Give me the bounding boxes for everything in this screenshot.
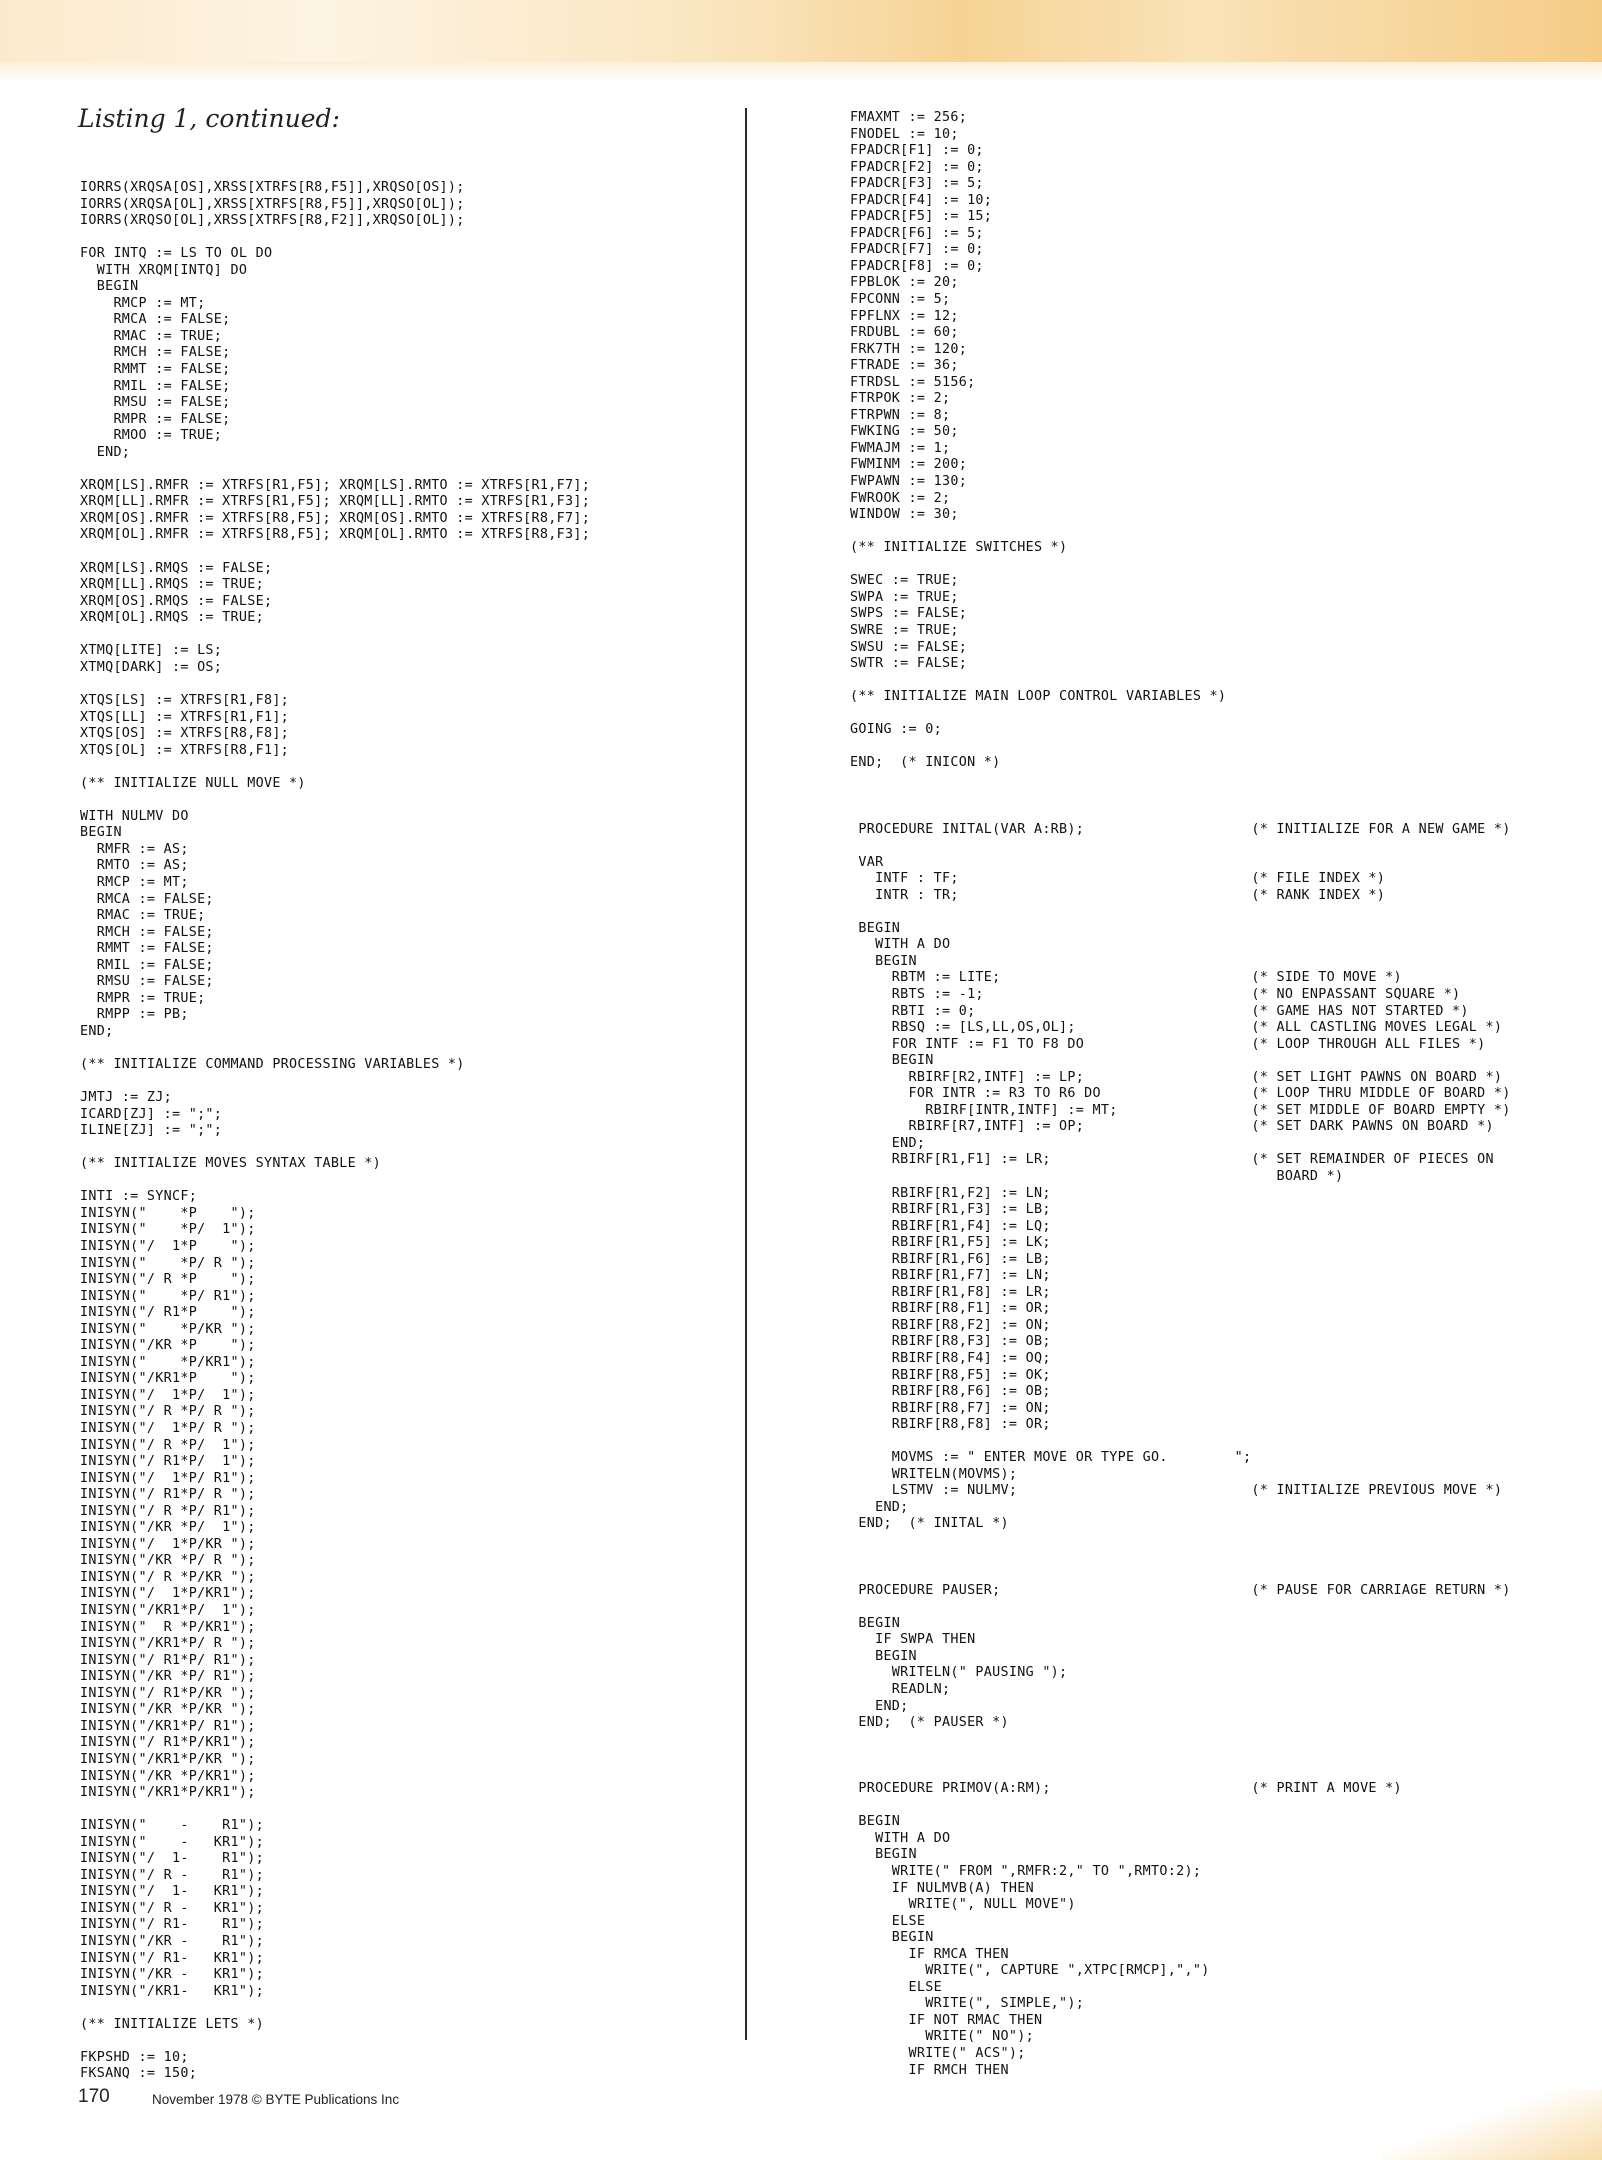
page-top-tint — [0, 0, 1602, 62]
page-number: 170 — [78, 2086, 110, 2107]
page-corner-tint — [1382, 2090, 1602, 2160]
listing-heading: Listing 1, continued: — [78, 104, 340, 133]
code-column-right: FMAXMT := 256; FNODEL := 10; FPADCR[F1] := 0; FPADCR[F2] := 0; FPADCR[F3] := 5; FPADCR[F4] := 10; FPADCR[F5] := 15; FPADCR[F6] := 5; FPADCR[F7] := 0; FPADCR[F8] := 0; FPBLOK := 20; FPCONN := 5; FPFLNX := 12; FRDUBL := 60; FRK7TH := 120; FTRADE := 36; FTRDSL := 5156; FTRPOK := 2; FTRPWN := 8; FWKING := 50; FWMAJM := 1; FWMINM := 200; FWPAWN := 130; FWROOK := 2; WINDOW := 30; (** INITIALIZE SWITCHES *) SWEC := TRUE; SWPA := TRUE; SWPS := FALSE; SWRE := TRUE; SWSU := FALSE; SWTR := FALSE; (** INITIALIZE MAIN LOOP CONTROL VARIABLES *) GOING := 0; END; (* INICON *) PROCEDURE INITAL(VAR A:RB); (* INITIALIZE FOR A NEW GAME *) VAR INTF : TF; (* FILE INDEX *) INTR : TR; (* RANK INDEX *) BEGIN WITH A DO BEGIN RBTM := LITE; (* SIDE TO MOVE *) RBTS := -1; (* NO ENPASSANT SQUARE *) RBTI := 0; (* GAME HAS NOT STARTED *) RBSQ := [LS,LL,OS,OL]; (* ALL CASTLING MOVES LEGAL *) FOR INTF := F1 TO F8 DO (* LOOP THROUGH ALL FILES *) BEGIN RBIRF[R2,INTF] := LP; (* SET LIGHT PAWNS ON BOARD *) FOR INTR := R3 TO R6 DO (* LOOP THRU MIDDLE OF BOARD *) RBIRF[INTR,INTF] := MT; (* SET MIDDLE OF BOARD EMPTY *) RBIRF[R7,INTF] := OP; (* SET DARK PAWNS ON BOARD *) END; RBIRF[R1,F1] := LR; (* SET REMAINDER OF PIECES ON BOARD *) RBIRF[R1,F2] := LN; RBIRF[R1,F3] := LB; RBIRF[R1,F4] := LQ; RBIRF[R1,F5] := LK; RBIRF[R1,F6] := LB; RBIRF[R1,F7] := LN; RBIRF[R1,F8] := LR; RBIRF[R8,F1] := OR; RBIRF[R8,F2] := ON; RBIRF[R8,F3] := OB; RBIRF[R8,F4] := OQ; RBIRF[R8,F5] := OK; RBIRF[R8,F6] := OB; RBIRF[R8,F7] := ON; RBIRF[R8,F8] := OR; MOVMS := " ENTER MOVE OR TYPE GO. "; WRITELN(MOVMS); LSTMV := NULMV; (* INITIALIZE PREVIOUS MOVE *) END; END; (* INITAL *) PROCEDURE PAUSER; (* PAUSE FOR CARRIAGE RETURN *) BEGIN IF SWPA THEN BEGIN WRITELN(" PAUSING "); READLN; END; END; (* PAUSER *) PROCEDURE PRIMOV(A:RM); (* PRINT A MOVE *) BEGIN WITH A DO BEGIN WRITE(" FROM ",RMFR:2," TO ",RMTO:2); IF NULMVB(A) THEN WRITE(", NULL MOVE") ELSE BEGIN IF RMCA THEN WRITE(", CAPTURE ",XTPC[RMCP],",") ELSE WRITE(", SIMPLE,"); IF NOT RMAC THEN WRITE(" NO"); WRITE(" ACS"); IF RMCH THEN — [850, 110, 1511, 2078]
code-column-left: IORRS(XRQSA[OS],XRSS[XTRFS[R8,F5]],XRQSO[OS]); IORRS(XRQSA[OL],XRSS[XTRFS[R8,F5]],XRQSO[OL]); IORRS(XRQSO[OL],XRSS[XTRFS[R8,F2]],XRQSO[OL]); FOR INTQ := LS TO OL DO WITH XRQM[INTQ] DO BEGIN RMCP := MT; RMCA := FALSE; RMAC := TRUE; RMCH := FALSE; RMMT := FALSE; RMIL := FALSE; RMSU := FALSE; RMPR := FALSE; RMOO := TRUE; END; XRQM[LS].RMFR := XTRFS[R1,F5]; XRQM[LS].RMTO := XTRFS[R1,F7]; XRQM[LL].RMFR := XTRFS[R1,F5]; XRQM[LL].RMTO := XTRFS[R1,F3]; XRQM[OS].RMFR := XTRFS[R8,F5]; XRQM[OS].RMTO := XTRFS[R8,F7]; XRQM[OL].RMFR := XTRFS[R8,F5]; XRQM[OL].RMTO := XTRFS[R8,F3]; XRQM[LS].RMQS := FALSE; XRQM[LL].RMQS := TRUE; XRQM[OS].RMQS := FALSE; XRQM[OL].RMQS := TRUE; XTMQ[LITE] := LS; XTMQ[DARK] := OS; XTQS[LS] := XTRFS[R1,F8]; XTQS[LL] := XTRFS[R1,F1]; XTQS[OS] := XTRFS[R8,F8]; XTQS[OL] := XTRFS[R8,F1]; (** INITIALIZE NULL MOVE *) WITH NULMV DO BEGIN RMFR := AS; RMTO := AS; RMCP := MT; RMCA := FALSE; RMAC := TRUE; RMCH := FALSE; RMMT := FALSE; RMIL := FALSE; RMSU := FALSE; RMPR := TRUE; RMPP := PB; END; (** INITIALIZE COMMAND PROCESSING VARIABLES *) JMTJ := ZJ; ICARD[ZJ] := ";"; ILINE[ZJ] := ";"; (** INITIALIZE MOVES SYNTAX TABLE *) INTI := SYNCF; INISYN(" *P "); INISYN(" *P/ 1"); INISYN("/ 1*P "); INISYN(" *P/ R "); INISYN("/ R *P "); INISYN(" *P/ R1"); INISYN("/ R1*P "); INISYN(" *P/KR "); INISYN("/KR *P "); INISYN(" *P/KR1"); INISYN("/KR1*P "); INISYN("/ 1*P/ 1"); INISYN("/ R *P/ R "); INISYN("/ 1*P/ R "); INISYN("/ R *P/ 1"); INISYN("/ R1*P/ 1"); INISYN("/ 1*P/ R1"); INISYN("/ R1*P/ R "); INISYN("/ R *P/ R1"); INISYN("/KR *P/ 1"); INISYN("/ 1*P/KR "); INISYN("/KR *P/ R "); INISYN("/ R *P/KR "); INISYN("/ 1*P/KR1"); INISYN("/KR1*P/ 1"); INISYN(" R *P/KR1"); INISYN("/KR1*P/ R "); INISYN("/ R1*P/ R1"); INISYN("/KR *P/ R1"); INISYN("/ R1*P/KR "); INISYN("/KR *P/KR "); INISYN("/KR1*P/ R1"); INISYN("/ R1*P/KR1"); INISYN("/KR1*P/KR "); INISYN("/KR *P/KR1"); INISYN("/KR1*P/KR1"); INISYN(" - R1"); INISYN(" - KR1"); INISYN("/ 1- R1"); INISYN("/ R - R1"); INISYN("/ 1- KR1"); INISYN("/ R - KR1"); INISYN("/ R1- R1"); INISYN("/KR - R1"); INISYN("/ R1- KR1"); INISYN("/KR - KR1"); INISYN("/KR1- KR1"); (** INITIALIZE LETS *) FKPSHD := 10; FKSANQ := 150; — [80, 180, 591, 2082]
column-divider — [745, 108, 747, 2040]
footer-credit: November 1978 © BYTE Publications Inc — [152, 2092, 400, 2107]
